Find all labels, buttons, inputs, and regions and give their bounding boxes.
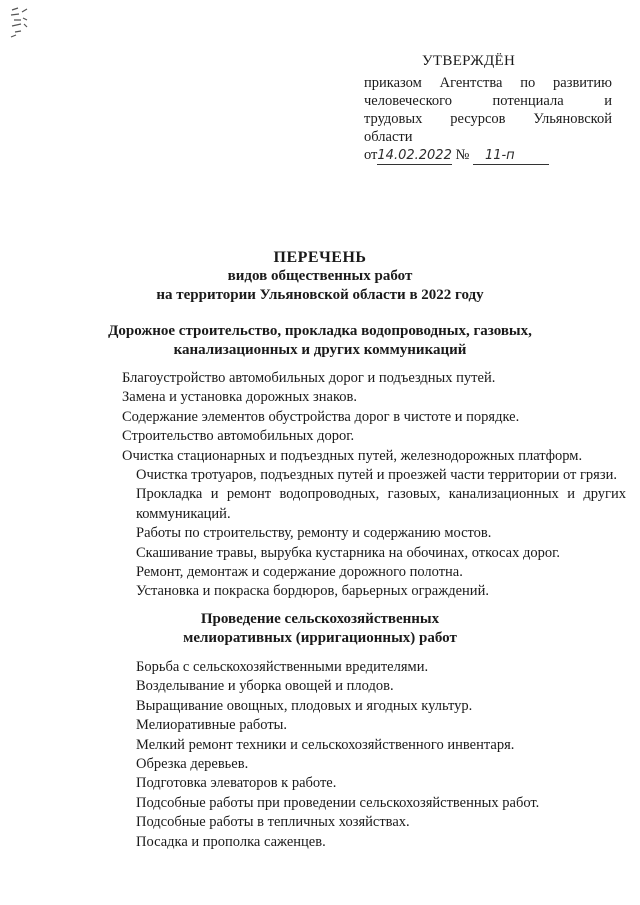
section-1-list xyxy=(122,369,626,602)
section-2-list xyxy=(136,658,634,852)
list-item: Борьба с сельскохозяйственными вредителями. xyxy=(136,659,429,675)
list-item: Мелиоративные работы. xyxy=(136,717,288,734)
scan-corner-mark xyxy=(8,4,38,40)
date-prefix: от xyxy=(364,147,378,163)
list-item: Посадка и прополка саженцев. xyxy=(136,833,326,850)
list-item: Строительство автомобильных дорог. xyxy=(122,428,355,445)
approval-line: человеческого потенциала и xyxy=(364,93,612,109)
list-item: Подготовка элеваторов к работе. xyxy=(136,775,337,792)
list-item: Очистка тротуаров, подъездных путей и проезжей части территории от грязи. xyxy=(136,467,617,484)
list-item: Мелкий ремонт техники и сельскохозяйственного инвентаря. xyxy=(136,736,515,753)
approval-line: области xyxy=(364,129,413,145)
document-title: ПЕРЕЧЕНЬ xyxy=(273,249,367,266)
list-item: Ремонт, демонтаж и содержание дорожного полотна. xyxy=(136,564,463,581)
section-title-line: мелиоративных (ирригационных) работ xyxy=(183,630,457,646)
list-item: Возделывание и уборка овощей и плодов. xyxy=(136,678,394,695)
number-prefix: № xyxy=(455,147,470,163)
approval-date-line xyxy=(364,146,612,166)
list-item: Скашивание травы, вырубка кустарника на обочинах, откосах дорог. xyxy=(136,544,561,561)
document-subtitle-2: на территории Ульяновской области в 2022 году xyxy=(156,287,484,303)
list-item: Замена и установка дорожных знаков. xyxy=(122,389,358,406)
list-item: Обрезка деревьев. xyxy=(136,756,249,773)
approval-title: УТВЕРЖДЁН xyxy=(422,53,516,69)
approval-line: приказом Агентства по развитию xyxy=(364,75,612,91)
approval-line: трудовых ресурсов Ульяновской xyxy=(364,111,612,127)
list-item: Подсобные работы в тепличных хозяйствах. xyxy=(136,814,410,831)
list-item: Установка и покраска бордюров, барьерных ограждений. xyxy=(136,583,489,600)
section-title-line: канализационных и других коммуникаций xyxy=(173,342,467,358)
list-item: Прокладка и ремонт водопроводных, газовых, канализационных и других коммуникаций. xyxy=(136,486,626,522)
approval-text xyxy=(364,74,612,166)
number-value: 11-п xyxy=(473,148,549,165)
section-1-title xyxy=(0,322,640,360)
list-item: Выращивание овощных, плодовых и ягодных культур. xyxy=(136,697,473,714)
list-item: Подсобные работы при проведении сельскохозяйственных работ. xyxy=(136,794,540,811)
document-subtitle: видов общественных работ xyxy=(227,268,413,284)
list-item: Содержание элементов обустройства дорог в чистоте и порядке. xyxy=(122,408,520,425)
section-title-line: Проведение сельскохозяйственных xyxy=(200,611,440,627)
list-item: Работы по строительству, ремонту и содержанию мостов. xyxy=(136,525,492,542)
date-value: 14.02.2022 xyxy=(377,148,452,163)
section-title-line: Дорожное строительство, прокладка водопроводных, газовых, xyxy=(108,323,532,339)
section-2-title xyxy=(0,610,640,648)
list-item: Благоустройство автомобильных дорог и подъездных путей. xyxy=(122,370,496,386)
list-item: Очистка стационарных и подъездных путей, железнодорожных платформ. xyxy=(122,447,583,464)
document-heading xyxy=(0,248,640,305)
